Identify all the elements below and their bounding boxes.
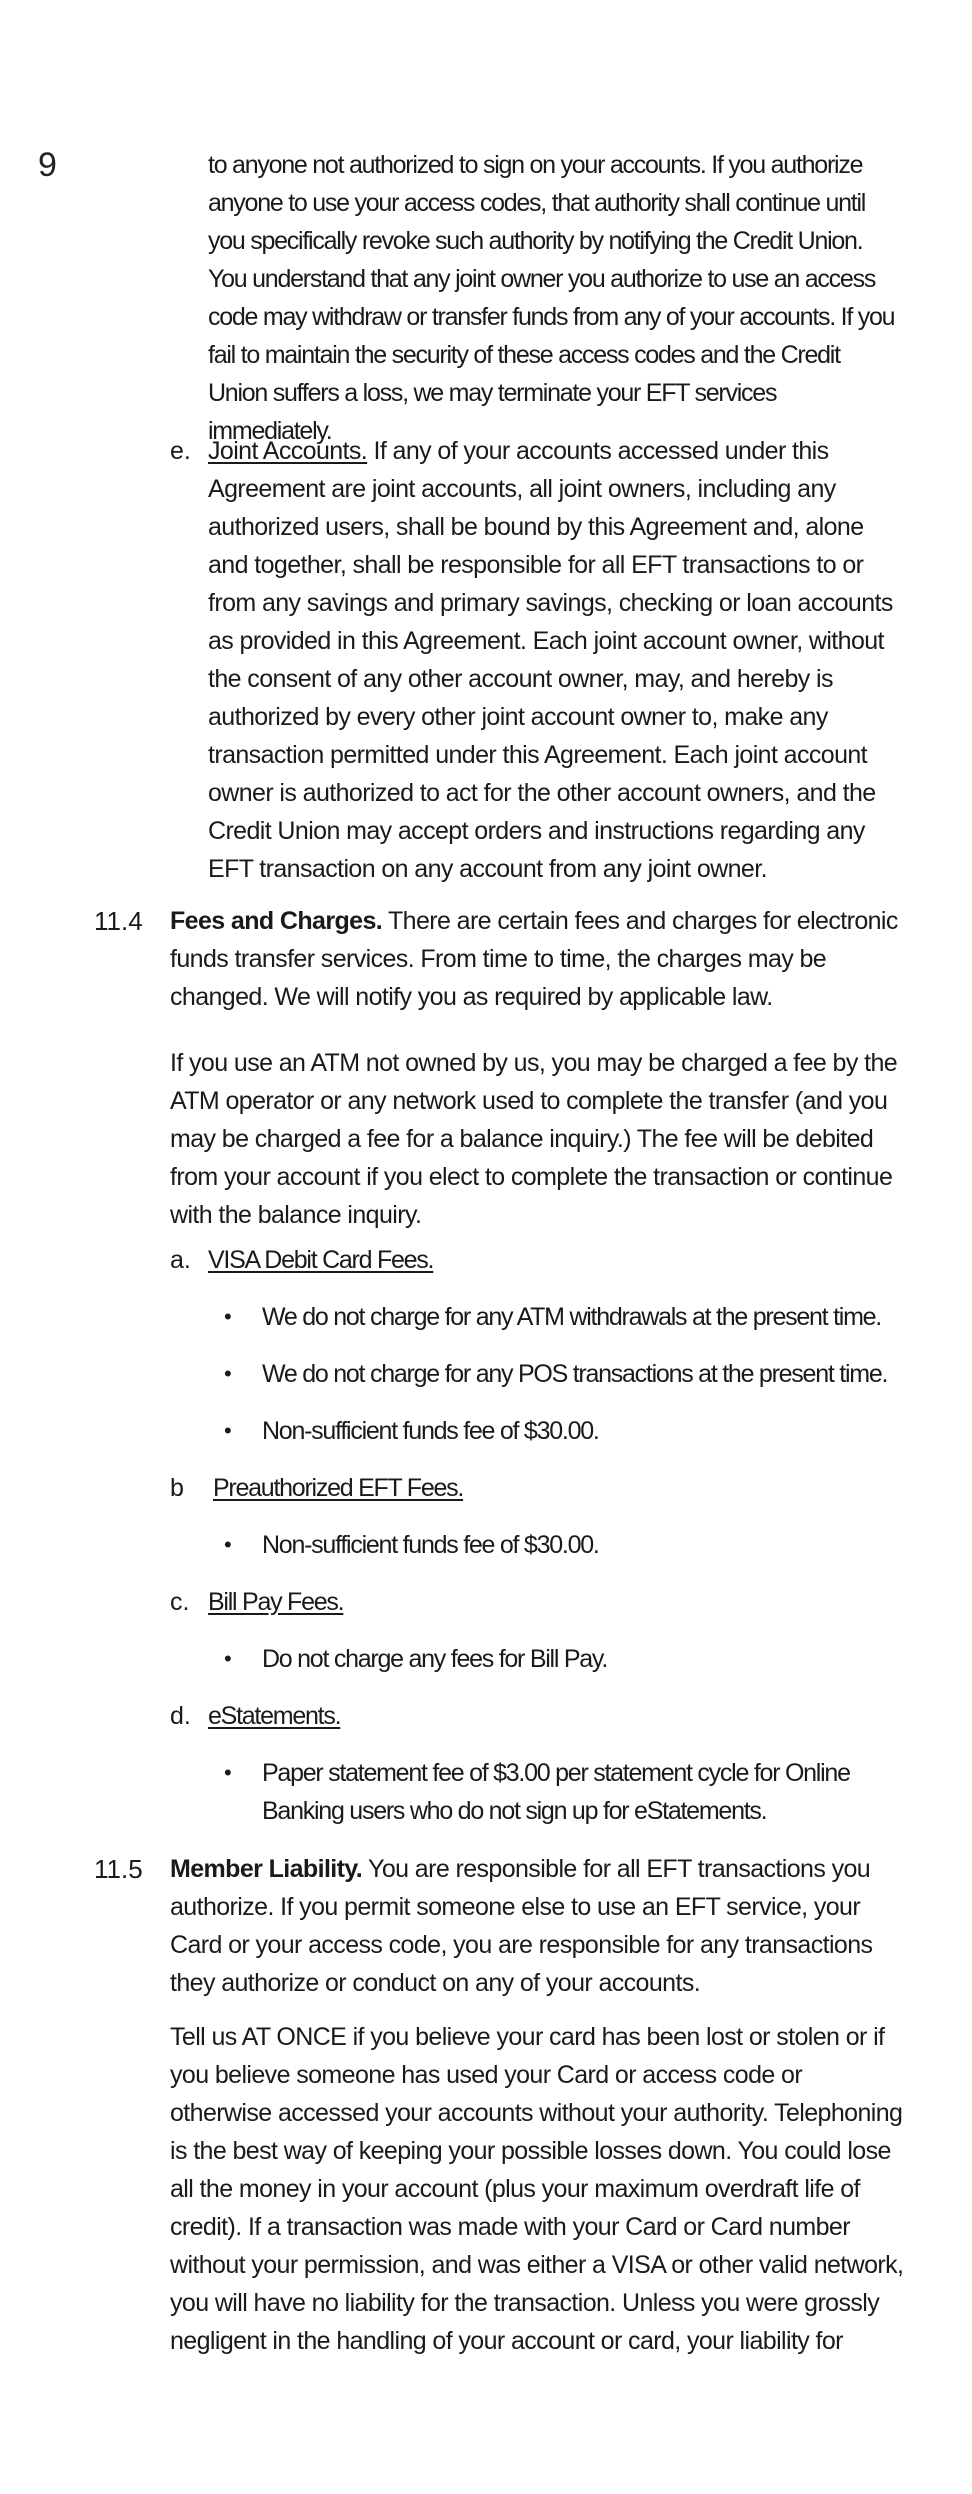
page-number: 9 [38,146,57,184]
sub-c-heading: Bill Pay Fees. [208,1588,344,1616]
section-11-5-number: 11.5 [94,1854,143,1884]
bullet-icon: • [224,1304,232,1329]
section-11-4-paragraph [170,902,898,1016]
bullet-icon: • [224,1361,232,1386]
bullet-icon: • [224,1532,232,1557]
sub-a-bullet-3: Non-sufficient funds fee of $30.00. [262,1417,599,1445]
sub-c-bullet-1: Do not charge any fees for Bill Pay. [262,1645,608,1673]
section-11-5-paragraph [170,1850,886,2002]
section-11-4-text: There are certain fees and charges for electronic funds transfer services. From time to time, the charges may be changed. We will notify you as required by applicable law. [170,907,898,1011]
bullet-icon: • [224,1646,232,1671]
section-11-4-number: 11.4 [94,906,143,936]
sub-a-heading: VISA Debit Card Fees. [208,1246,434,1274]
continuation-paragraph: to anyone not authorized to sign on your accounts. If you authorize anyone to use your access codes, that authority shall continue until you specifically revoke such authority by notifying the Credit Union. You understand that any joint owner you authorize to use an access code may withdraw or transfer funds from any of your accounts. If you fail to maintain the security of these access codes and the Credit Union suffers a loss, we may terminate your EFT services immediately. [208,151,895,445]
sub-a-bullet-2: We do not charge for any POS transactions at the present time. [262,1360,888,1388]
bullet-icon: • [224,1418,232,1443]
sub-a-label: a. [170,1246,191,1274]
item-e-heading: Joint Accounts. [208,437,368,465]
bullet-icon: • [224,1760,232,1785]
sub-c-label: c. [170,1588,190,1616]
sub-d-label: d. [170,1702,191,1730]
sub-b-label: b [170,1474,184,1502]
sub-d-heading: eStatements. [208,1702,341,1730]
section-11-4-paragraph-2: If you use an ATM not owned by us, you may be charged a fee by the ATM operator or any network used to complete the transfer (and you may be charged a fee for a balance inquiry.) The fee will be debited from your account if you elect to complete the transaction or continue with the balance inquiry. [170,1049,898,1229]
item-e-label: e. [170,437,191,465]
sub-a-bullet-1: We do not charge for any ATM withdrawals at the present time. [262,1303,881,1331]
section-11-5-paragraph-2: Tell us AT ONCE if you believe your card has been lost or stolen or if you believe someone has used your Card or access code or otherwise accessed your accounts without your authority. Telephoning is the best way of keeping your possible losses down. You could lose all the money in your account (plus your maximum overdraft life of credit). If a transaction was made with your Card or Card number without your permission, and was either a VISA or other valid network, you will have no liability for the transaction. Unless you were grossly negligent in the handling of your account or card, your liability for [170,2023,904,2355]
sub-b-bullet-1: Non-sufficient funds fee of $30.00. [262,1531,599,1559]
item-e-paragraph [208,432,898,888]
section-11-4-heading: Fees and Charges. [170,907,383,935]
sub-d-bullet-1: Paper statement fee of $3.00 per statement cycle for Online Banking users who do not sign up for eStatements. [262,1759,850,1825]
section-11-5-text: You are responsible for all EFT transactions you authorize. If you permit someone else to use an EFT service, your Card or your access code, you are responsible for any transactions they authorize or conduct on any of your accounts. [170,1855,873,1997]
item-e-text: If any of your accounts accessed under this Agreement are joint accounts, all joint owners, including any authorized users, shall be bound by this Agreement and, alone and together, shall be responsible for all EFT transactions to or from any savings and primary savings, checking or loan accounts as provided in this Agreement. Each joint account owner, without the consent of any other account owner, may, and hereby is authorized by every other joint account owner to, make any transaction permitted under this Agreement. Each joint account owner is authorized to act for the other account owners, and the Credit Union may accept orders and instructions regarding any EFT transaction on any account from any joint owner. [208,437,893,883]
sub-b-heading: Preauthorized EFT Fees. [213,1474,464,1502]
section-11-5-heading: Member Liability. [170,1855,363,1883]
